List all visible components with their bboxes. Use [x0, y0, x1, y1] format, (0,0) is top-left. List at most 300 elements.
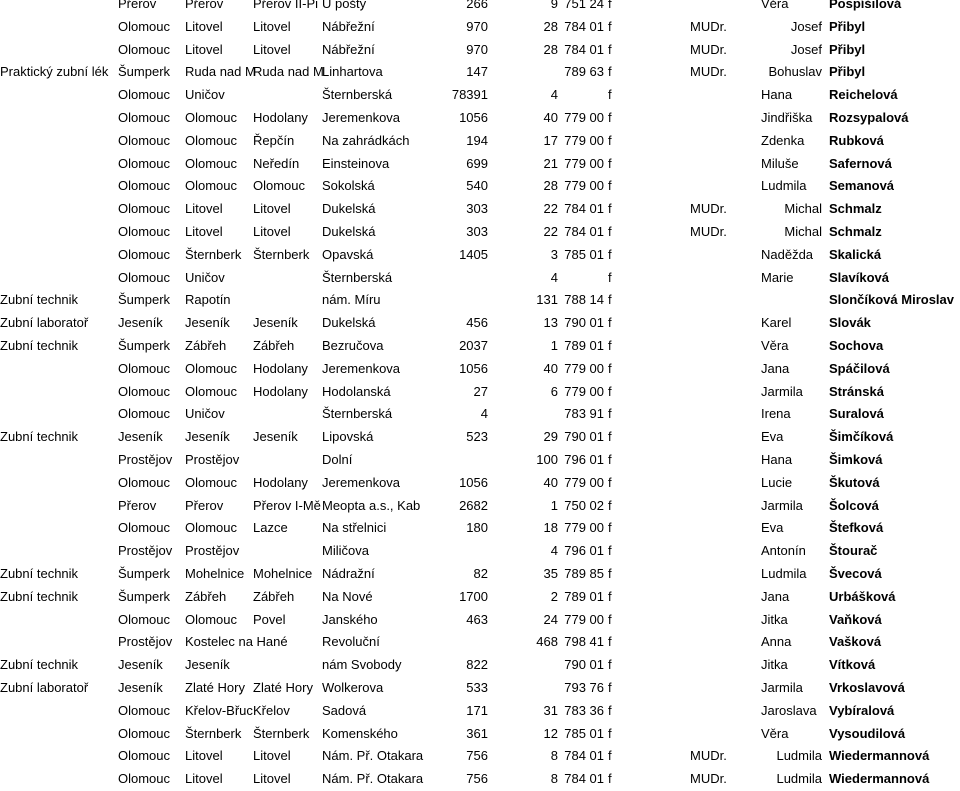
cell-orientation-number: 28 — [543, 18, 558, 34]
cell-part: Litovel — [253, 18, 291, 34]
cell-district: Jeseník — [118, 429, 163, 445]
cell-house-number: 1405 — [459, 246, 488, 262]
cell-municipality: Olomouc — [185, 132, 238, 148]
cell-f-flag: f — [608, 337, 612, 353]
cell-part: Hodolany — [253, 360, 308, 376]
cell-first-name: Antonín — [761, 543, 806, 559]
cell-postal-code: 784 01 — [564, 201, 604, 217]
cell-municipality: Olomouc — [185, 474, 238, 490]
cell-district: Šumperk — [118, 337, 171, 353]
cell-district: Olomouc — [118, 87, 171, 103]
cell-house-number: 699 — [466, 155, 488, 171]
cell-house-number: 2682 — [459, 497, 488, 513]
cell-house-number: 540 — [466, 178, 488, 194]
cell-postal-code — [564, 84, 604, 107]
cell-orientation-number: 4 — [550, 543, 558, 559]
cell-type — [0, 700, 118, 723]
cell-surname: Slončíková Miroslav — [829, 292, 954, 308]
cell-municipality: Šternberk — [185, 725, 242, 741]
table-row — [0, 312, 960, 335]
cell-street: Jeremenkova — [322, 360, 401, 376]
cell-part: Řepčín — [253, 132, 295, 148]
cell-f-flag: f — [608, 132, 612, 148]
cell-part: Litovel — [253, 41, 291, 57]
cell-first-name: Jitka — [761, 657, 788, 673]
cell-part: Lazce — [253, 520, 288, 536]
cell-surname: Semanová — [829, 178, 895, 194]
cell-title — [690, 700, 740, 723]
cell-surname: Přibyl — [829, 64, 866, 80]
table-row — [0, 586, 960, 609]
cell-house-number: 361 — [466, 725, 488, 741]
table-row — [0, 221, 960, 244]
cell-title — [690, 0, 740, 16]
cell-surname: Sochova — [829, 337, 884, 353]
cell-first-name — [761, 221, 827, 244]
cell-municipality: Šternberk — [185, 246, 242, 262]
cell-title — [690, 609, 740, 632]
cell-surname: Vybíralová — [829, 702, 895, 718]
table-row — [0, 495, 960, 518]
cell-district: Olomouc — [118, 748, 171, 764]
cell-orientation-number: 100 — [536, 451, 558, 467]
cell-street: Meopta a.s., Kab — [322, 497, 421, 513]
cell-surname: Spáčilová — [829, 360, 890, 376]
cell-municipality: Přerov — [185, 0, 224, 11]
cell-title — [690, 426, 740, 449]
cell-postal-code: 784 01 — [564, 771, 604, 787]
cell-title: MUDr. — [690, 748, 727, 764]
cell-postal-code: 788 14 — [564, 292, 604, 308]
cell-orientation-number: 21 — [543, 155, 558, 171]
cell-surname: Schmalz — [829, 223, 882, 239]
cell-surname: Suralová — [829, 406, 884, 422]
cell-first-name — [761, 745, 827, 768]
cell-orientation-number: 4 — [550, 87, 558, 103]
cell-first-name — [761, 198, 827, 221]
cell-street: Wolkerova — [322, 679, 384, 695]
cell-first-name: Zdenka — [761, 132, 805, 148]
cell-first-name — [761, 289, 827, 312]
cell-house-number: 2037 — [459, 337, 488, 353]
cell-house-number: 822 — [466, 657, 488, 673]
cell-first-name — [761, 16, 827, 39]
cell-orientation-number: 131 — [536, 292, 558, 308]
cell-first-name-b: Bohuslav — [768, 64, 822, 80]
cell-district: Jeseník — [118, 679, 163, 695]
table-row — [0, 723, 960, 746]
table-row — [0, 358, 960, 381]
cell-street: Dukelská — [322, 223, 376, 239]
table-row — [0, 745, 960, 768]
cell-type — [0, 107, 118, 130]
cell-postal-code: 789 01 — [564, 588, 604, 604]
cell-part: Šternberk — [253, 246, 310, 262]
cell-f-flag: f — [608, 679, 612, 695]
table-row — [0, 153, 960, 176]
cell-first-name: Jaroslava — [761, 702, 817, 718]
cell-part: Mohelnice — [253, 565, 313, 581]
cell-type: Zubní laboratoř — [0, 315, 89, 331]
cell-type — [0, 175, 118, 198]
cell-part: Povel — [253, 611, 286, 627]
table-row — [0, 631, 960, 654]
cell-postal-code: 779 00 — [564, 383, 604, 399]
cell-part: Zábřeh — [253, 337, 295, 353]
cell-surname: Vysoudilová — [829, 725, 906, 741]
table-row — [0, 39, 960, 62]
cell-street: Šternberská — [322, 269, 393, 285]
cell-municipality: Olomouc — [185, 383, 238, 399]
cell-f-flag: f — [608, 634, 612, 650]
cell-district: Olomouc — [118, 406, 171, 422]
cell-f-flag: f — [608, 155, 612, 171]
cell-f-flag: f — [608, 292, 612, 308]
cell-title — [690, 586, 740, 609]
cell-municipality: Křelov-Břuc — [185, 702, 253, 718]
cell-house-number: 756 — [466, 771, 488, 787]
cell-municipality: Litovel — [185, 41, 223, 57]
cell-surname: Pospíšilová — [829, 0, 902, 11]
cell-part: Litovel — [253, 771, 291, 787]
table-row — [0, 540, 960, 563]
table-row — [0, 563, 960, 586]
cell-type — [0, 381, 118, 404]
cell-district: Olomouc — [118, 474, 171, 490]
cell-type — [0, 153, 118, 176]
cell-part — [253, 654, 321, 677]
cell-type — [0, 472, 118, 495]
cell-house-number: 1056 — [459, 360, 488, 376]
cell-title: MUDr. — [690, 18, 727, 34]
cell-part: Litovel — [253, 201, 291, 217]
cell-orientation-number: 40 — [543, 109, 558, 125]
cell-first-name: Věra — [761, 337, 789, 353]
cell-first-name: Hana — [761, 451, 793, 467]
cell-postal-code: 784 01 — [564, 41, 604, 57]
cell-house-number: 303 — [466, 201, 488, 217]
cell-orientation-number: 28 — [543, 41, 558, 57]
cell-municipality: Rapotín — [185, 292, 231, 308]
cell-surname: Rubková — [829, 132, 884, 148]
cell-orientation-number — [488, 654, 558, 677]
cell-house-number: 4 — [480, 406, 488, 422]
cell-orientation-number: 2 — [550, 588, 558, 604]
cell-street: Bezručova — [322, 337, 384, 353]
table-row — [0, 175, 960, 198]
cell-title — [690, 495, 740, 518]
cell-first-name — [761, 768, 827, 791]
cell-house-number: 147 — [466, 64, 488, 80]
cell-first-name: Anna — [761, 634, 792, 650]
cell-municipality: Jeseník — [185, 315, 230, 331]
cell-type: Zubní technik — [0, 657, 79, 673]
cell-municipality: Uničov — [185, 406, 225, 422]
cell-title — [690, 631, 740, 654]
cell-street: Jeremenkova — [322, 474, 401, 490]
cell-street: Komenského — [322, 725, 398, 741]
cell-street: Hodolanská — [322, 383, 391, 399]
cell-f-flag: f — [608, 406, 612, 422]
cell-district: Olomouc — [118, 109, 171, 125]
cell-type: Zubní technik — [0, 565, 79, 581]
cell-part — [253, 267, 321, 290]
cell-title — [690, 130, 740, 153]
cell-municipality: Litovel — [185, 748, 223, 764]
cell-street: Na zahrádkách — [322, 132, 410, 148]
cell-postal-code: 796 01 — [564, 543, 604, 559]
cell-type: Praktický zubní lék — [0, 64, 109, 80]
cell-title: MUDr. — [690, 201, 727, 217]
cell-surname: Slavíková — [829, 269, 889, 285]
cell-house-number — [428, 267, 488, 290]
cell-first-name: Eva — [761, 520, 784, 536]
cell-postal-code: 779 00 — [564, 178, 604, 194]
cell-first-name: Jana — [761, 588, 790, 604]
cell-part: Jeseník — [253, 315, 298, 331]
cell-street: Jeremenkova — [322, 109, 401, 125]
cell-house-number: 78391 — [451, 87, 488, 103]
cell-municipality: Litovel — [185, 18, 223, 34]
cell-house-number: 756 — [466, 748, 488, 764]
cell-first-name-b: Ludmila — [776, 748, 822, 764]
cell-municipality: Ruda nad M — [185, 64, 256, 80]
cell-f-flag: f — [608, 223, 612, 239]
cell-municipality: Litovel — [185, 771, 223, 787]
cell-f-flag: f — [608, 269, 612, 285]
cell-type: Zubní technik — [0, 429, 79, 445]
cell-orientation-number: 9 — [550, 0, 558, 11]
cell-f-flag: f — [608, 0, 612, 11]
cell-orientation-number — [488, 403, 558, 426]
cell-surname: Švecová — [829, 565, 882, 581]
cell-first-name: Jarmila — [761, 383, 803, 399]
cell-street: Nábřežní — [322, 41, 375, 57]
cell-first-name: Karel — [761, 315, 792, 331]
cell-house-number — [428, 289, 488, 312]
cell-type — [0, 631, 118, 654]
cell-street: Dukelská — [322, 201, 376, 217]
cell-part: Olomouc — [253, 178, 306, 194]
cell-f-flag: f — [608, 702, 612, 718]
cell-title — [690, 654, 740, 677]
cell-house-number: 303 — [466, 223, 488, 239]
cell-street: Janského — [322, 611, 378, 627]
cell-street: Dukelská — [322, 315, 376, 331]
cell-postal-code: 790 01 — [564, 315, 604, 331]
cell-district: Olomouc — [118, 771, 171, 787]
cell-district: Šumperk — [118, 565, 171, 581]
cell-type — [0, 221, 118, 244]
cell-street: Linhartova — [322, 64, 383, 80]
table-row — [0, 426, 960, 449]
cell-house-number: 463 — [466, 611, 488, 627]
cell-orientation-number: 8 — [550, 771, 558, 787]
cell-f-flag: f — [608, 201, 612, 217]
cell-title — [690, 472, 740, 495]
cell-orientation-number: 6 — [550, 383, 558, 399]
table-row — [0, 335, 960, 358]
cell-f-flag: f — [608, 748, 612, 764]
cell-house-number: 1700 — [459, 588, 488, 604]
cell-first-name-b: Josef — [790, 18, 822, 34]
cell-surname: Štefková — [829, 520, 884, 536]
cell-title — [690, 540, 740, 563]
cell-first-name: Ludmila — [761, 565, 807, 581]
cell-surname: Vítková — [829, 657, 876, 673]
cell-orientation-number: 1 — [550, 497, 558, 513]
cell-first-name-b: Josef — [790, 41, 822, 57]
cell-f-flag: f — [608, 520, 612, 536]
cell-title — [690, 244, 740, 267]
cell-district: Šumperk — [118, 292, 171, 308]
cell-street: Nám. Př. Otakara — [322, 771, 424, 787]
cell-orientation-number: 12 — [543, 725, 558, 741]
cell-title — [690, 358, 740, 381]
cell-municipality: Zábřeh — [185, 337, 227, 353]
cell-municipality: Uničov — [185, 87, 225, 103]
cell-house-number — [428, 540, 488, 563]
cell-district: Přerov — [118, 497, 157, 513]
cell-house-number: 27 — [473, 383, 488, 399]
cell-postal-code: 779 00 — [564, 132, 604, 148]
cell-district: Olomouc — [118, 269, 171, 285]
cell-orientation-number: 22 — [543, 223, 558, 239]
cell-surname: Safernová — [829, 155, 892, 171]
cell-f-flag: f — [608, 565, 612, 581]
cell-first-name: Věra — [761, 0, 789, 11]
cell-title: MUDr. — [690, 64, 727, 80]
cell-street: Šternberská — [322, 87, 393, 103]
cell-surname: Schmalz — [829, 201, 882, 217]
cell-orientation-number — [488, 677, 558, 700]
cell-orientation-number: 1 — [550, 337, 558, 353]
cell-title — [690, 449, 740, 472]
cell-house-number: 266 — [466, 0, 488, 11]
cell-postal-code: 784 01 — [564, 18, 604, 34]
cell-orientation-number: 31 — [543, 702, 558, 718]
cell-title — [690, 723, 740, 746]
cell-surname: Wiedermannová — [829, 748, 930, 764]
cell-title — [690, 175, 740, 198]
cell-first-name: Hana — [761, 87, 793, 103]
cell-postal-code: 789 85 — [564, 565, 604, 581]
cell-street: Lipovská — [322, 429, 374, 445]
cell-orientation-number: 8 — [550, 748, 558, 764]
cell-house-number: 456 — [466, 315, 488, 331]
cell-type: Zubní technik — [0, 337, 79, 353]
cell-surname: Reichelová — [829, 87, 898, 103]
cell-part: Křelov — [253, 702, 290, 718]
cell-postal-code: 789 01 — [564, 337, 604, 353]
cell-district: Olomouc — [118, 132, 171, 148]
cell-type: Zubní technik — [0, 588, 79, 604]
cell-orientation-number: 28 — [543, 178, 558, 194]
cell-title — [690, 84, 740, 107]
table-row — [0, 381, 960, 404]
cell-first-name: Lucie — [761, 474, 793, 490]
cell-surname: Rozsypalová — [829, 109, 909, 125]
cell-first-name: Jindřiška — [761, 109, 813, 125]
cell-postal-code: 790 01 — [564, 657, 604, 673]
cell-postal-code: 784 01 — [564, 748, 604, 764]
cell-district: Olomouc — [118, 223, 171, 239]
cell-type — [0, 540, 118, 563]
cell-postal-code: 790 01 — [564, 429, 604, 445]
cell-title — [690, 335, 740, 358]
cell-house-number — [428, 449, 488, 472]
table-row — [0, 449, 960, 472]
cell-part: Hodolany — [253, 474, 308, 490]
cell-f-flag: f — [608, 657, 612, 673]
cell-part: Přerov I-Mě — [253, 497, 321, 513]
cell-postal-code: 798 41 — [564, 634, 604, 650]
cell-surname: Šolcová — [829, 497, 879, 513]
cell-district: Jeseník — [118, 657, 163, 673]
cell-postal-code: 779 00 — [564, 611, 604, 627]
cell-surname: Škutová — [829, 474, 880, 490]
cell-part: Hodolany — [253, 109, 308, 125]
cell-postal-code: 751 24 — [564, 0, 604, 11]
cell-surname: Skalická — [829, 246, 882, 262]
cell-surname: Slovák — [829, 315, 871, 331]
cell-part — [253, 403, 321, 426]
cell-f-flag: f — [608, 18, 612, 34]
cell-district: Olomouc — [118, 178, 171, 194]
cell-title: MUDr. — [690, 771, 727, 787]
cell-first-name: Jarmila — [761, 679, 803, 695]
cell-surname: Přibyl — [829, 18, 866, 34]
cell-type — [0, 745, 118, 768]
cell-street: Na Nové — [322, 588, 373, 604]
cell-house-number: 523 — [466, 429, 488, 445]
cell-title — [690, 403, 740, 426]
cell-orientation-number: 40 — [543, 474, 558, 490]
cell-title — [690, 517, 740, 540]
cell-orientation-number: 24 — [543, 611, 558, 627]
cell-f-flag: f — [608, 87, 612, 103]
cell-type — [0, 768, 118, 791]
cell-municipality: Mohelnice — [185, 565, 245, 581]
cell-district: Šumperk — [118, 588, 171, 604]
cell-street: Nádražní — [322, 565, 375, 581]
table-row — [0, 0, 960, 16]
cell-street: nám Svobody — [322, 657, 402, 673]
cell-street: Revoluční — [322, 634, 380, 650]
cell-street: Opavská — [322, 246, 374, 262]
cell-f-flag: f — [608, 725, 612, 741]
cell-district: Šumperk — [118, 64, 171, 80]
cell-district: Jeseník — [118, 315, 163, 331]
cell-first-name-b: Michal — [784, 223, 822, 239]
cell-district: Olomouc — [118, 41, 171, 57]
cell-f-flag: f — [608, 429, 612, 445]
cell-surname: Vašková — [829, 634, 882, 650]
cell-house-number: 1056 — [459, 474, 488, 490]
table-row — [0, 517, 960, 540]
cell-part: Ruda nad M — [253, 64, 324, 80]
cell-district: Olomouc — [118, 360, 171, 376]
cell-house-number: 194 — [466, 132, 488, 148]
cell-postal-code: 796 01 — [564, 451, 604, 467]
cell-first-name: Věra — [761, 725, 789, 741]
table-row — [0, 677, 960, 700]
cell-street: Sokolská — [322, 178, 375, 194]
cell-municipality: Prostějov — [185, 451, 240, 467]
table-row — [0, 84, 960, 107]
cell-street: Nám. Př. Otakara — [322, 748, 424, 764]
table-row — [0, 289, 960, 312]
